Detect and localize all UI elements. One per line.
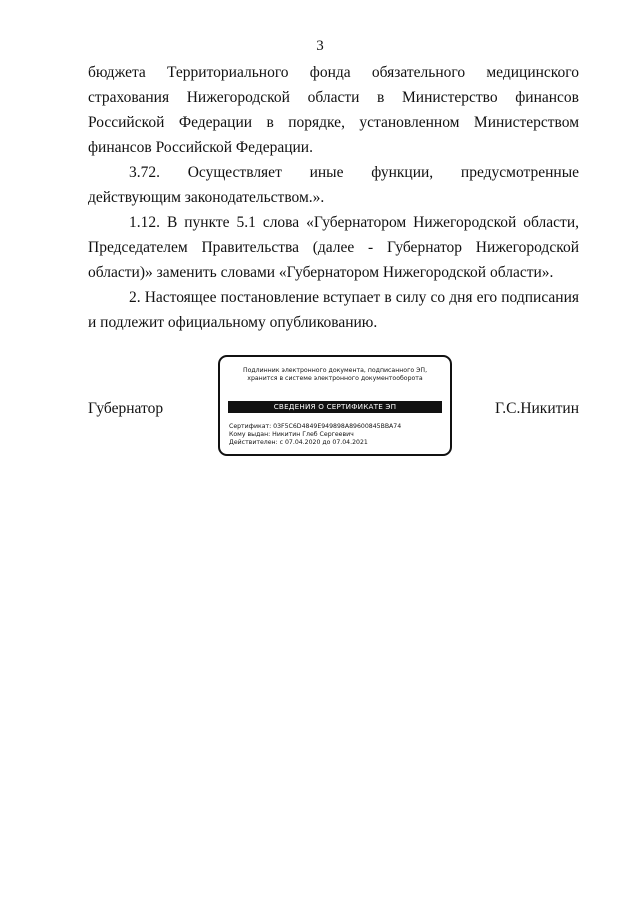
stamp-header [220, 367, 450, 383]
electronic-signature-stamp [218, 355, 452, 456]
paragraph-item-3-72: 3.72. Осуществляет иные функции, предусмотренные действующим законодательством.». [88, 164, 579, 206]
stamp-certificate-details [229, 423, 401, 447]
paragraph-item-2: 2. Настоящее постановление вступает в силу со дня его подписания и подлежит официальному опубликованию. [88, 289, 579, 331]
stamp-issued-to: Кому выдан: Никитин Глеб Сергеевич [229, 431, 354, 438]
stamp-certificate-number: Сертификат: 03F5C6D4849E949898A89600845BBA74 [229, 423, 402, 430]
document-body [88, 60, 579, 335]
signature-block [88, 355, 579, 460]
signer-name: Г.С.Никитин [495, 400, 579, 417]
stamp-header-line-2: хранится в системе электронного документооборота [247, 375, 423, 382]
paragraph-item-1-12: 1.12. В пункте 5.1 слова «Губернатором Нижегородской области, Председателем Правительства (далее - Губернатор Нижегородской области)» заменить словами «Губернатором Нижегородской области». [88, 214, 579, 281]
stamp-certificate-title: СВЕДЕНИЯ О СЕРТИФИКАТЕ ЭП [228, 401, 442, 413]
signer-position: Губернатор [88, 400, 164, 417]
stamp-header-line-1: Подлинник электронного документа, подписанного ЭП, [242, 367, 428, 374]
stamp-validity: Действителен: с 07.04.2020 до 07.04.2021 [229, 439, 368, 446]
paragraph-continuation: бюджета Территориального фонда обязательного медицинского страхования Нижегородской области в Министерство финансов Российской Федерации в порядке, установленном Министерством финансов Российской Федерации. [88, 64, 579, 156]
page-number: 3 [316, 38, 324, 54]
